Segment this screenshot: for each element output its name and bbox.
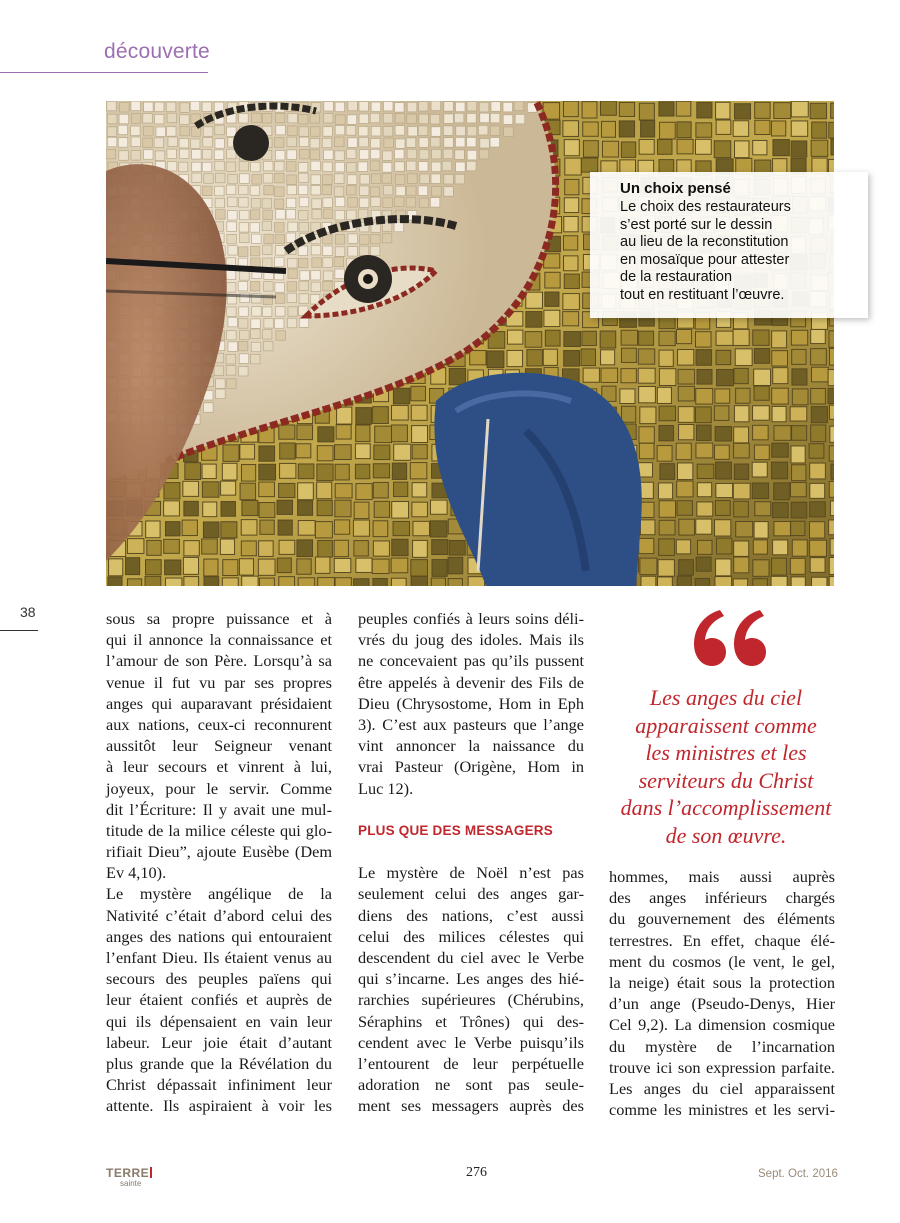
pull-quote-line: de son œuvre. bbox=[665, 822, 787, 848]
photo-caption bbox=[590, 172, 868, 318]
text-line: Le mystère de Noël n’est pas bbox=[358, 863, 584, 883]
text-line: cendent avec le Verbe puisqu’ils bbox=[358, 1032, 584, 1052]
svg-text:sainte: sainte bbox=[120, 1179, 142, 1188]
text-line: d’un ange (Pseudo-Denys, Hier bbox=[609, 994, 835, 1014]
text-line: leur étaient confiés et auprès de bbox=[106, 990, 332, 1010]
text-column-3 bbox=[609, 866, 835, 1120]
text-line: venue il fut vu par ses propres bbox=[106, 672, 332, 692]
text-line: trouve ici son expression parfaite. bbox=[609, 1057, 835, 1077]
text-line: rifiait Dieu”, ajoute Eusèbe (Dem bbox=[106, 842, 332, 862]
text-line: Le mystère angélique de la bbox=[106, 884, 332, 904]
text-line: diens des nations, c’est aussi bbox=[358, 905, 584, 925]
text-line: Séraphins et Trônes) qui des- bbox=[358, 1011, 584, 1031]
text-line: qui il annonce la connaissance et bbox=[106, 630, 332, 650]
quote-mark-icon bbox=[686, 596, 766, 676]
caption-line: de la restauration bbox=[620, 269, 733, 285]
caption-line: en mosaïque pour attester bbox=[620, 251, 790, 268]
text-line: aussitôt leur Seigneur venant bbox=[106, 736, 332, 756]
text-line: Luc 12). bbox=[358, 778, 414, 798]
text-line: Ev 4,10). bbox=[106, 863, 167, 883]
text-line: vrai Pasteur (Origène, Hom in bbox=[358, 757, 584, 777]
pull-quote-line: les ministres et les bbox=[645, 740, 807, 765]
text-line: anges qui auparavant présidaient bbox=[106, 693, 332, 713]
text-line: secours des peuples païens qui bbox=[106, 969, 332, 989]
section-divider bbox=[0, 72, 208, 73]
pull-quote-line: serviteurs du Christ bbox=[638, 767, 814, 793]
caption-title: Un choix pensé bbox=[620, 180, 731, 197]
spacer bbox=[358, 841, 584, 862]
text-line: être appelés à devenir des Fils de bbox=[358, 672, 584, 692]
text-line: 3). C’est aux pasteurs que l’ange bbox=[358, 714, 584, 734]
text-line: hommes, mais aussi auprès bbox=[609, 867, 835, 886]
text-line: qui ils dépensaient en vain leur bbox=[106, 1011, 332, 1031]
caption-line: au lieu de la reconstitution bbox=[620, 234, 789, 250]
text-line: titude de la milice céleste qui glo- bbox=[106, 820, 332, 840]
text-line: Cel 9,2). La dimension cosmique bbox=[609, 1015, 835, 1035]
text-line: l’enfant Dieu. Ils étaient venus au bbox=[106, 948, 332, 967]
section-label: découverte bbox=[104, 40, 210, 63]
spacer bbox=[358, 799, 584, 820]
text-line: terrestres. En effet, chaque élé- bbox=[609, 930, 835, 950]
text-line: des anges inférieurs chargés bbox=[609, 888, 835, 908]
text-line: du gouvernement des éléments bbox=[609, 909, 835, 929]
side-page-rule bbox=[0, 630, 38, 631]
text-line: anges des nations qui entouraient bbox=[106, 926, 332, 946]
text-line: seulement celui des anges gar- bbox=[358, 884, 584, 904]
text-line: vint annoncer la naissance du bbox=[358, 736, 584, 756]
section-subheading: PLUS QUE DES MESSAGERS bbox=[358, 822, 553, 838]
text-line: aux nations, ceux-ci reconnurent bbox=[106, 714, 332, 734]
text-line: descendent du ciel avec le Verbe bbox=[358, 948, 584, 967]
text-line: sous sa propre puissance et à bbox=[106, 609, 332, 628]
text-line: plus grande que la Révélation du bbox=[106, 1053, 332, 1073]
side-page-number: 38 bbox=[20, 604, 36, 620]
text-line: la neige) était sous la protection bbox=[609, 972, 835, 992]
text-line: comme les ministres et les servi- bbox=[609, 1100, 835, 1120]
pull-quote-line: Les anges du ciel bbox=[649, 685, 803, 710]
text-line: Les anges du ciel apparaissent bbox=[609, 1078, 835, 1098]
text-line: vrés du joug des idoles. Mais ils bbox=[358, 630, 584, 650]
text-line: qui s’incarne. Les anges des hié- bbox=[358, 969, 584, 989]
pull-quote-line: apparaissent comme bbox=[635, 712, 817, 738]
text-line: Dieu (Chrysostome, Hom in Eph bbox=[358, 693, 584, 713]
text-line: joyeux, pour le servir. Comme bbox=[106, 778, 332, 798]
text-line: Christ dépassait infiniment leur bbox=[106, 1075, 332, 1095]
text-line: celui des milices célestes qui bbox=[358, 926, 584, 946]
text-line: du mystère de l’incarnation bbox=[609, 1036, 835, 1056]
text-line: ment du cosmos (le vent, le gel, bbox=[609, 951, 835, 971]
text-line: l’entourent de leur perpétuelle bbox=[358, 1053, 584, 1073]
caption-line: s’est porté sur le dessin bbox=[620, 216, 773, 233]
footer-page-number: 276 bbox=[466, 1165, 487, 1180]
text-line: l’amour de son Père. Lorsqu’à sa bbox=[106, 651, 332, 671]
pull-quote bbox=[600, 684, 852, 849]
text-line: ne concevaient pas qu’ils pussent bbox=[358, 651, 584, 671]
text-line: adoration ne sont pas seule- bbox=[358, 1075, 584, 1095]
text-line: rarchies supérieures (Chérubins, bbox=[358, 990, 584, 1010]
svg-text:TERRE: TERRE bbox=[106, 1166, 150, 1180]
caption-line: tout en restituant l’œuvre. bbox=[620, 286, 785, 303]
text-column-2 bbox=[358, 608, 584, 1117]
text-line: attente. Ils aspiraient à voir les bbox=[106, 1096, 332, 1116]
caption-body bbox=[620, 199, 858, 304]
text-line: à leur secours et vinrent à lui, bbox=[106, 757, 332, 777]
text-line: peuples confiés à leurs soins déli- bbox=[358, 609, 584, 628]
text-line: labeur. Leur joie était d’autant bbox=[106, 1032, 332, 1052]
text-line: Nativité c’était d’abord celui des bbox=[106, 905, 332, 925]
magazine-logo bbox=[106, 1166, 162, 1188]
pull-quote-line: dans l’accomplissement bbox=[620, 795, 832, 820]
text-column-1 bbox=[106, 608, 332, 1117]
issue-date: Sept. Oct. 2016 bbox=[758, 1168, 838, 1180]
text-line: dit l’Écriture: Il y avait une mul- bbox=[106, 799, 332, 819]
text-line: ment ses messagers auprès des bbox=[358, 1096, 584, 1116]
caption-line: Le choix des restaurateurs bbox=[620, 199, 791, 215]
